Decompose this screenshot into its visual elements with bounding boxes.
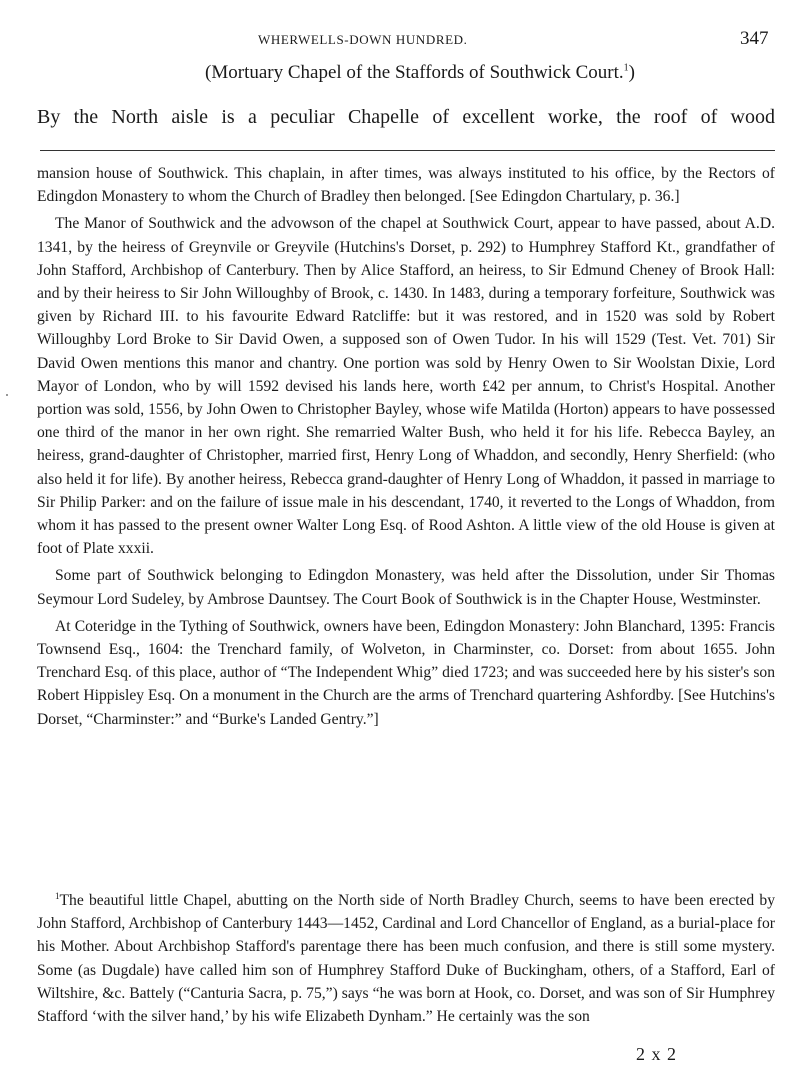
footnote-paragraph bbox=[37, 885, 775, 1028]
caption-text: (Mortuary Chapel of the Staffords of Southwick Court. bbox=[205, 62, 624, 83]
paragraph-continuation: mansion house of Southwick. This chaplain, in after times, was always instituted to his office, by the Rectors of Edingdon Monastery to whom the Church of Bradley then belonged. [See Edingdon Chartulary, p. 36.] bbox=[37, 165, 775, 206]
signature-mark: 2 x 2 bbox=[636, 1044, 677, 1064]
plate-caption bbox=[0, 62, 800, 84]
footnote-text: The beautiful little Chapel, abutting on the North side of North Bradley Church, seems to have been erected by John Stafford, Archbishop of Canterbury 1443—1452, Cardinal and Lord Chancellor of England, as a burial-place for his Mother. About Archbishop Stafford's parentage there has been much confusion, and there is still some mystery. Some (as Dugdale) have called him son of Humphrey Stafford Duke of Buckingham, others, of a Stafford, Earl of Wiltshire, &c. Battely (“Canturia Sacra, p. 75,”) says “he was born at Hook, co. Dorset, and was son of Sir Humphrey Stafford ‘with the silver hand,’ by his wife Elizabeth Dynham.” He certainly was the son bbox=[37, 892, 775, 1026]
scan-speck bbox=[6, 394, 8, 396]
paragraph-edingdon: Some part of Southwick belonging to Edingdon Monastery, was held after the Dissolution, under Sir Thomas Seymour Lord Sudeley, by Ambrose Dauntsey. The Court Book of Southwick is in the Chapter House, Westminster. bbox=[37, 567, 775, 608]
caption-footnote-marker: 1 bbox=[623, 62, 629, 74]
paragraph-manor-history: The Manor of Southwick and the advowson of the chapel at Southwick Court, appear to have passed, about A.D. 1341, by the heiress of Greynvile or Greyvile (Hutchins's Dorset, p. 292) to Humphrey Stafford Kt., grandfather of John Stafford, Archbishop of Canterbury. Then by Alice Stafford, an heiress, to Sir Edmund Cheney of Brook Hall: and by their heiress to Sir John Willoughby of Brook, c. 1430. In 1483, during a temporary forfeiture, Southwick was given by Richard III. to his favourite Edward Ratcliffe: but it was restored, and in 1520 was sold by Robert Willoughby Lord Broke to Sir David Owen, a supposed son of Owen Tudor. In his will 1529 (Test. Vet. 701) Sir David Owen mentions this manor and chantry. One portion was sold by Henry Owen to Sir Woolstan Dixie, Lord Mayor of London, who by will 1592 devised his lands here, worth £42 per annum, to Christ's Hospital. Another portion was sold, 1556, by John Owen to Christopher Bayley, whose wife Matilda (Horton) appears to have possessed one third of the manor in her own right. She remarried Walter Bush, who held it for his life. Rebecca Bayley, an heiress, grand-daughter of Christopher, married first, Henry Long of Whaddon, and secondly, Henry Sherfield: (who also held it for life). By another heiress, Rebecca grand-daughter of Henry Long of Whaddon, it passed in marriage to Sir Philip Parker: and on the failure of issue male in his descendant, 1740, it reverted to the Longs of Whaddon, from whom it has passed to the present owner Walter Long Esq. of Rood Ashton. A little view of the old House is given at foot of Plate xxxii. bbox=[37, 215, 775, 558]
running-head bbox=[0, 30, 800, 50]
horizontal-rule bbox=[40, 150, 775, 151]
footnote bbox=[37, 885, 775, 1028]
page-number: 347 bbox=[740, 28, 769, 49]
paragraph-coteridge: At Coteridge in the Tything of Southwick, owners have been, Edingdon Monastery: John Blanchard, 1395: Francis Townsend Esq., 1604: the Trenchard family, of Wolveton, in Charminster, co. Dorset: from about 1655. John Trenchard Esq. of this place, author of “The Independent Whig” died 1723; and was succeeded here by his sister's son Robert Hippisley Esq. On a monument in the Church are the arms of Trenchard quartering Ashfordby. [See Hutchins's Dorset, “Charminster:” and “Burke's Landed Gentry.”] bbox=[37, 617, 775, 728]
footnote-marker: 1 bbox=[55, 891, 60, 901]
body-text bbox=[37, 162, 775, 735]
running-title: WHERWELLS-DOWN HUNDRED. bbox=[258, 32, 468, 47]
plate-quote-line: By the North aisle is a peculiar Chapelle of excellent worke, the roof of wood bbox=[37, 106, 775, 128]
caption-close: ) bbox=[628, 62, 635, 83]
